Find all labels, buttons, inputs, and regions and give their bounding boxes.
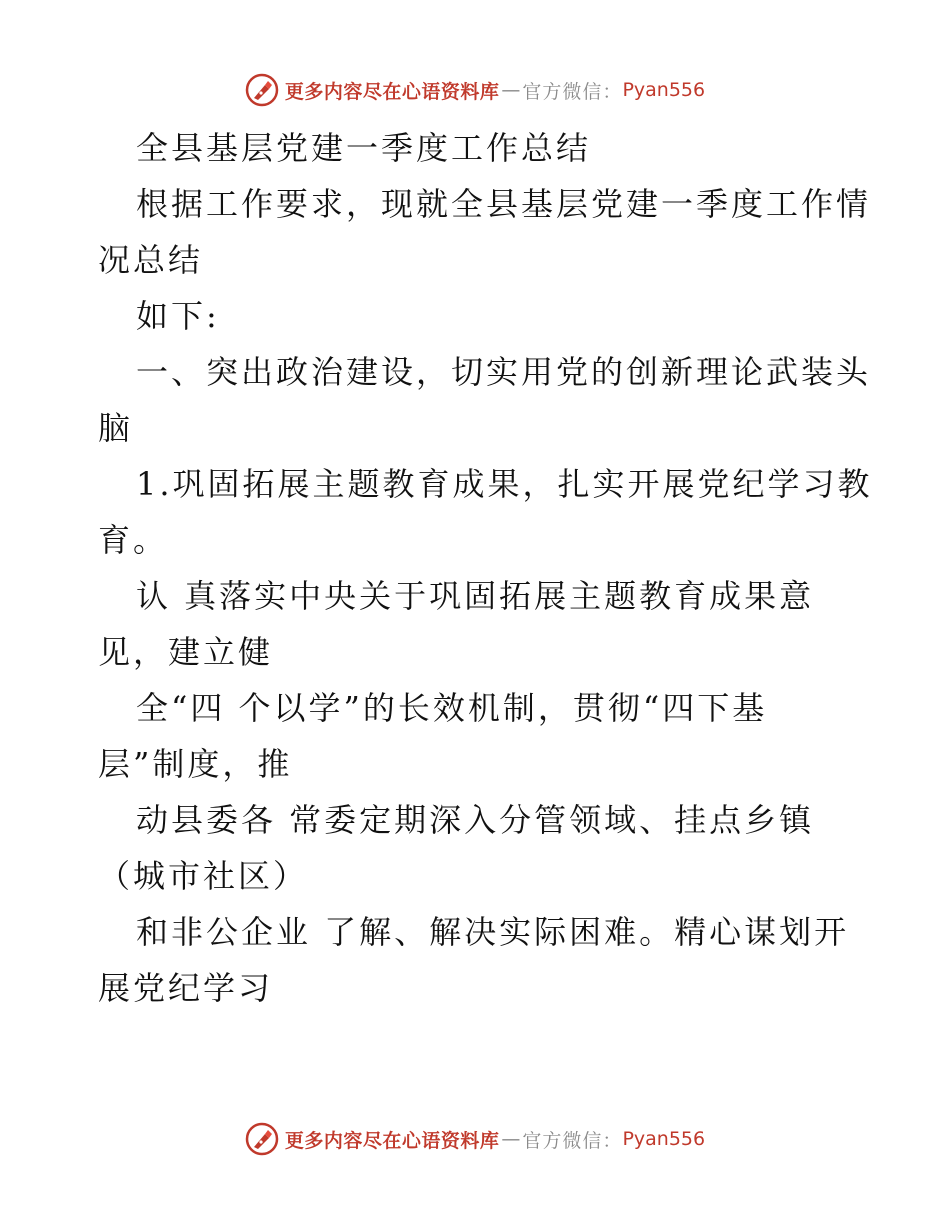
watermark-account: Pyan556 (622, 79, 706, 101)
watermark-brand: 更多内容尽在心语资料库 (284, 1129, 500, 1152)
document-line: 认 真落实中央关于巩固拓展主题教育成果意 (136, 577, 815, 615)
document-line: 全县基层党建一季度工作总结 (136, 129, 592, 167)
document-line: 根据工作要求，现就全县基层党建一季度工作情 (136, 185, 872, 223)
document-line: 脑 (98, 409, 134, 447)
pen-nib-logo-icon (245, 73, 279, 107)
watermark-label: 官方微信： (522, 80, 623, 103)
document-line: 见，建立健 (98, 633, 274, 671)
document-line: （城市社区） (98, 857, 309, 895)
document-line: 如下: (136, 297, 220, 335)
document-line: 一、突出政治建设，切实用党的创新理论武装头 (136, 353, 872, 391)
header-watermark (0, 70, 950, 110)
document-body (98, 120, 873, 1016)
document-line: 和非公企业 了解、解决实际困难。精心谋划开 (136, 913, 850, 951)
footer-watermark (0, 1119, 950, 1159)
document-line: 全“四 个以学”的长效机制，贯彻“四下基 (136, 689, 768, 727)
watermark-dash: — (501, 1128, 521, 1150)
watermark-brand: 更多内容尽在心语资料库 (284, 80, 500, 103)
document-line: 展党纪学习 (98, 969, 274, 1007)
document-line: 1.巩固拓展主题教育成果，扎实开展党纪学习教 (136, 465, 873, 503)
pen-nib-logo-icon (245, 1122, 279, 1156)
watermark-label: 官方微信： (522, 1129, 623, 1152)
document-line: 况总结 (98, 241, 204, 279)
document-line: 育。 (98, 521, 169, 559)
document-line: 动县委各 常委定期深入分管领域、挂点乡镇 (136, 801, 815, 839)
document-line: 层”制度，推 (98, 745, 293, 783)
watermark-dash: — (501, 79, 521, 101)
watermark-account: Pyan556 (622, 1128, 706, 1150)
